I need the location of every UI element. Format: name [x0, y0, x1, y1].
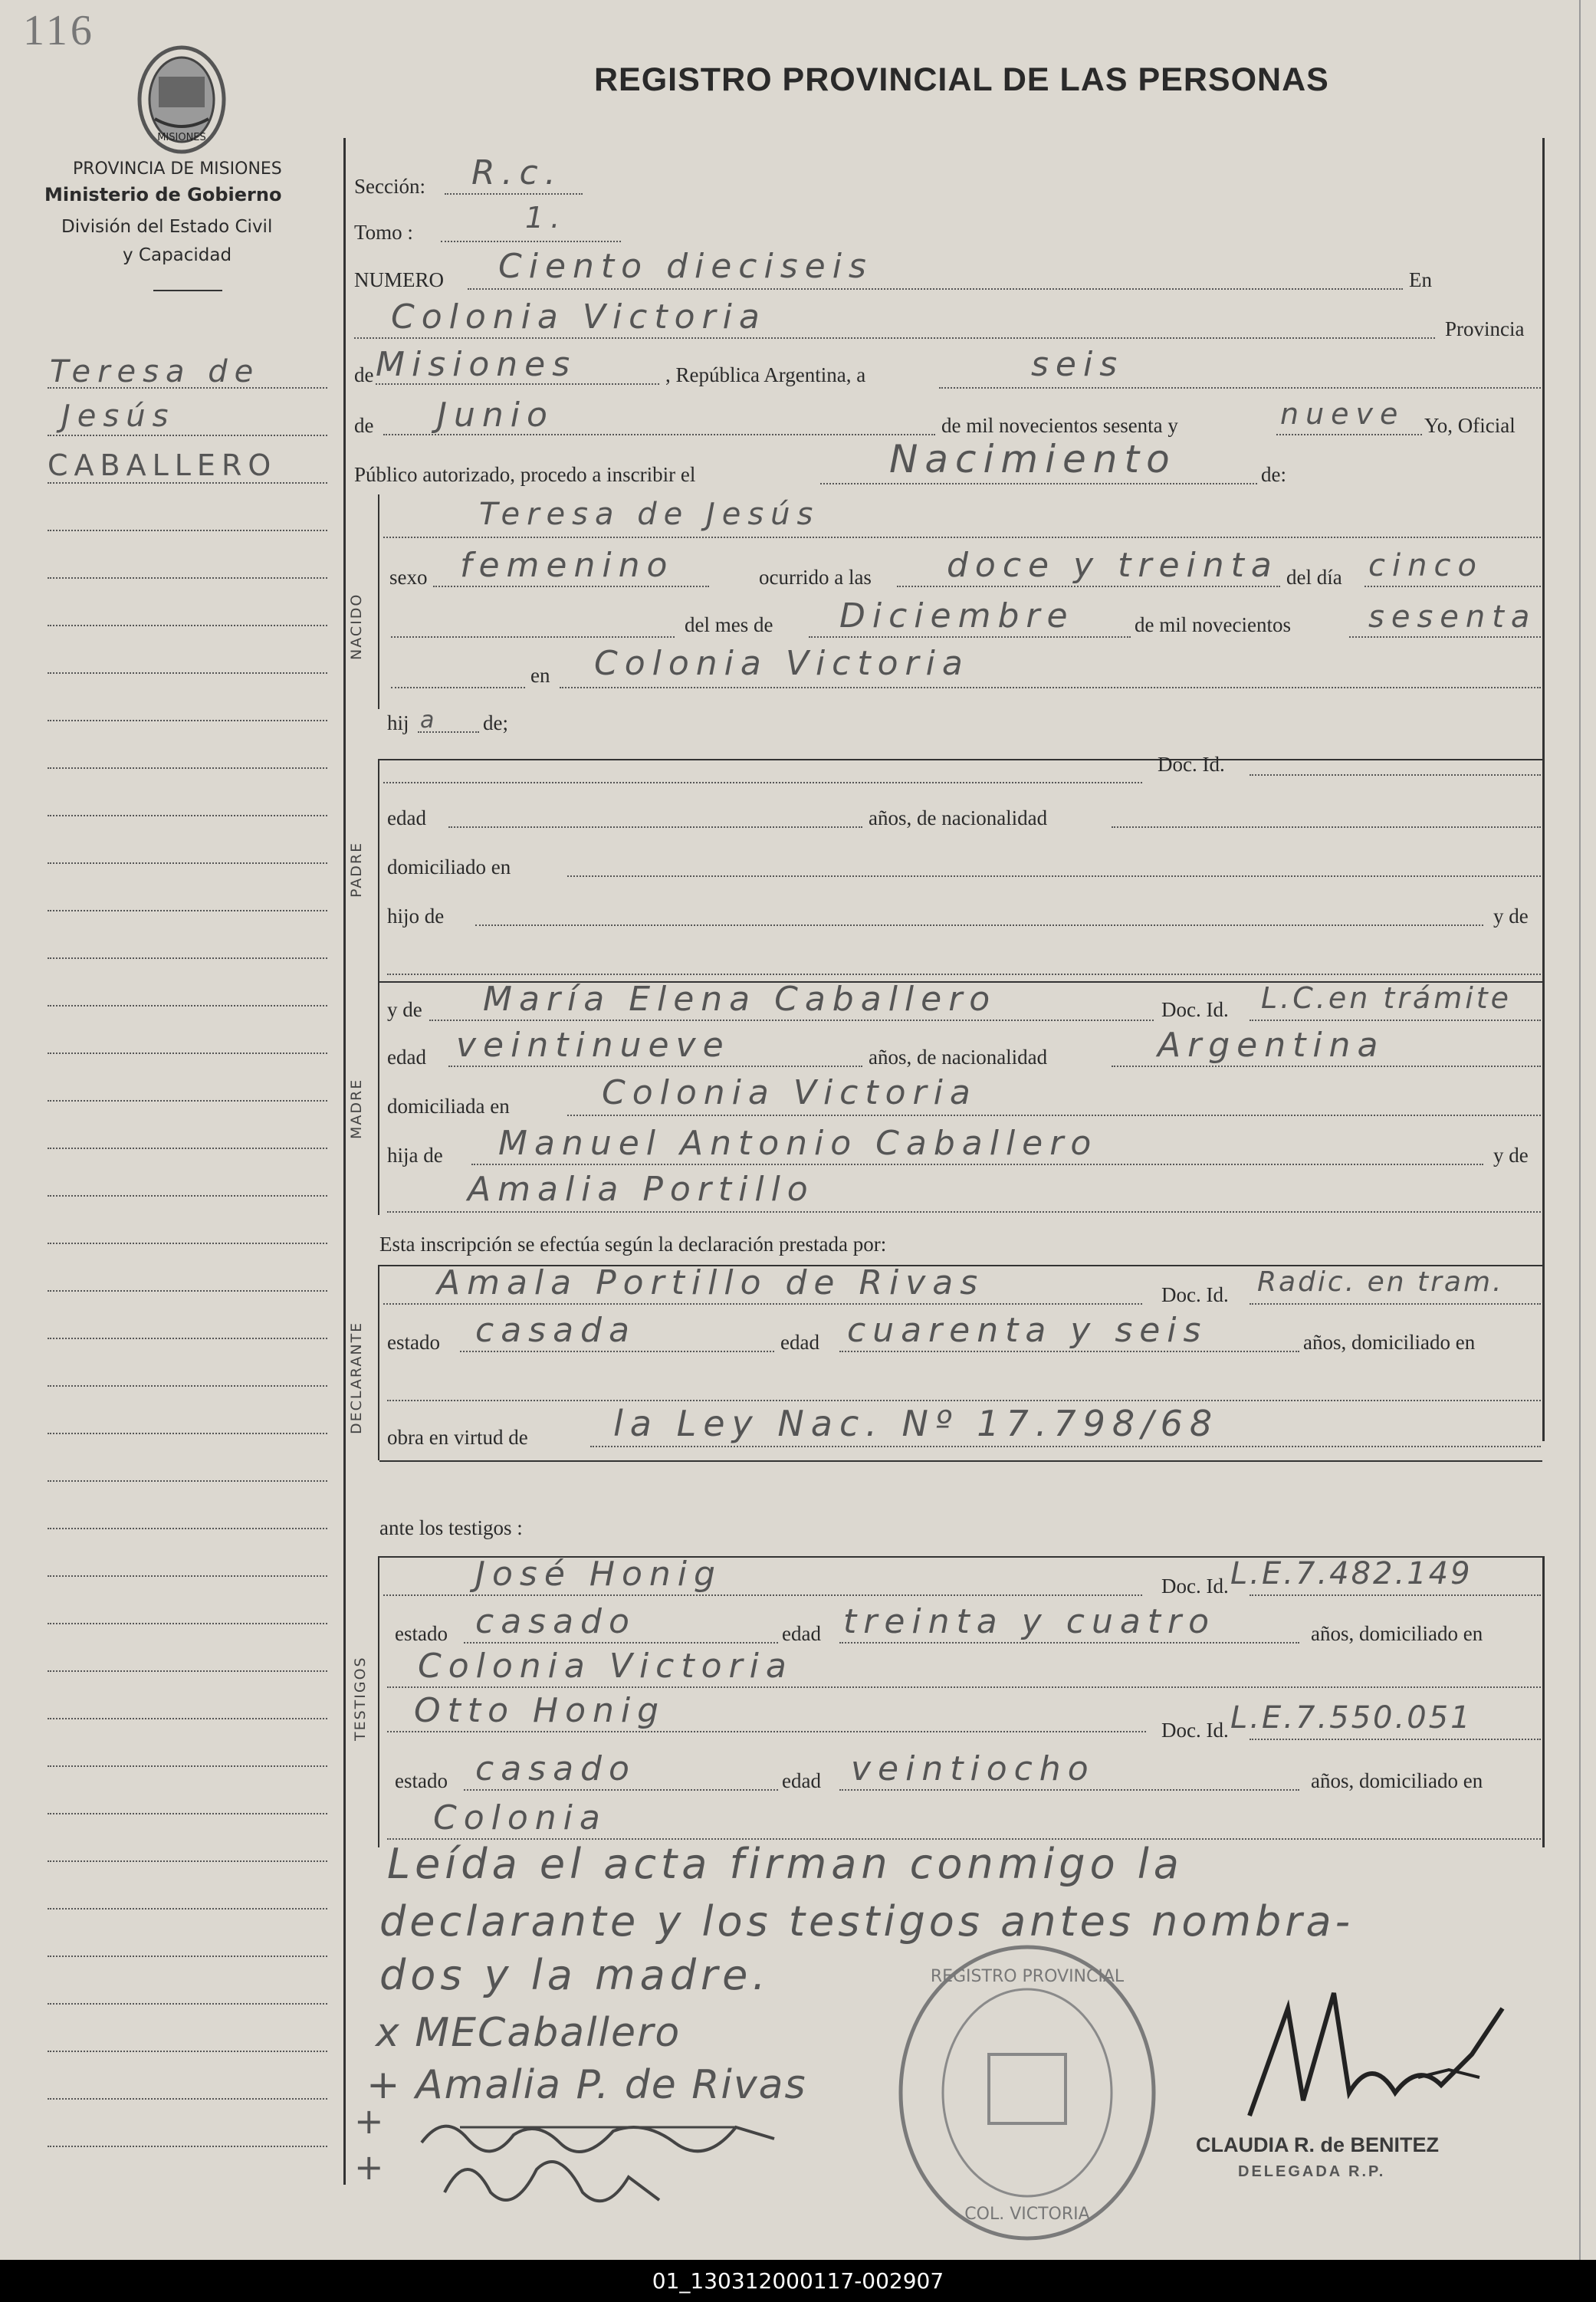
- esta-inscripcion-label: Esta inscripción se efectúa según la declaración prestada por:: [379, 1233, 887, 1256]
- margin-ruled-line: [48, 1243, 327, 1244]
- registry-stamp-icon: [889, 1939, 1165, 2246]
- margin-ruled-line: [48, 1718, 327, 1719]
- side-label-declarante: DECLARANTE: [348, 1321, 365, 1434]
- provincia-label: Provincia: [1445, 317, 1525, 340]
- seccion-value: R.c.: [471, 153, 563, 192]
- de-semicolon-label: de;: [483, 711, 508, 734]
- margin-ruled-line: [48, 2098, 327, 2100]
- sexo-label: sexo: [389, 566, 428, 589]
- dia-value: seis: [1031, 345, 1125, 384]
- decl-anos-label: años, domiciliado en: [1303, 1331, 1476, 1354]
- margin-ruled-line: [48, 1100, 327, 1102]
- margin-ruled-line: [48, 1623, 327, 1624]
- margin-ruled-line: [48, 1290, 327, 1292]
- t2-doc-value: L.E.7.550.051: [1230, 1700, 1473, 1736]
- madre-dom-value: Colonia Victoria: [602, 1073, 977, 1112]
- decl-doc-value: Radic. en tram.: [1257, 1266, 1504, 1298]
- de-label-1: de: [354, 363, 374, 386]
- de-mil-nov-label: de mil novecientos: [1135, 613, 1291, 636]
- stamp-text: REGISTRO PROVINCIAL: [930, 1967, 1125, 1986]
- margin-ruled-line: [48, 957, 327, 959]
- decl-edad-label: edad: [780, 1331, 819, 1354]
- anio-value: nueve: [1280, 397, 1405, 431]
- decl-nombre: Amala Portillo de Rivas: [437, 1263, 985, 1302]
- margin-ruled-line: [48, 1195, 327, 1197]
- t1-dom-value: Colonia Victoria: [418, 1647, 793, 1686]
- org-line3: División del Estado Civil: [61, 217, 273, 237]
- anio-nac-value: sesenta: [1368, 599, 1537, 635]
- madre-hija-label: hija de: [387, 1144, 443, 1167]
- official-signature-icon: [1219, 1962, 1541, 2131]
- margin-ruled-line: [48, 1528, 327, 1529]
- sexo-value: femenino: [460, 546, 675, 585]
- margin-ruled-line: [48, 767, 327, 769]
- t2-anos-label: años, domiciliado en: [1311, 1769, 1483, 1792]
- margin-name-line2: Jesús: [61, 399, 176, 434]
- decl-estado-label: estado: [387, 1331, 440, 1354]
- margin-ruled-line: [48, 435, 327, 436]
- del-mes-label: del mes de: [685, 613, 773, 636]
- closing-line-1: Leída el acta firman conmigo la: [387, 1840, 1184, 1888]
- t1-doc-label: Doc. Id.: [1161, 1575, 1229, 1598]
- madre-domicilio-label: domiciliada en: [387, 1095, 510, 1118]
- madre-doc-label: Doc. Id.: [1161, 998, 1229, 1021]
- t1-edad-value: treinta y cuatro: [843, 1602, 1217, 1641]
- madre-doc-value: L.C.en trámite: [1261, 981, 1512, 1015]
- margin-ruled-line: [48, 862, 327, 864]
- obra-label: obra en virtud de: [387, 1426, 528, 1449]
- side-label-testigos: TESTIGOS: [352, 1656, 369, 1741]
- margin-ruled-line: [48, 1148, 327, 1149]
- madre-y-de-label-2: y de: [1493, 1144, 1529, 1167]
- madre-nombre: María Elena Caballero: [483, 980, 997, 1019]
- t2-edad-label: edad: [782, 1769, 821, 1792]
- yo-oficial-label: Yo, Oficial: [1424, 414, 1516, 437]
- closing-line-2: declarante y los testigos antes nombra-: [379, 1897, 1355, 1946]
- ante-testigos-label: ante los testigos :: [379, 1516, 523, 1539]
- de-colon-label: de:: [1261, 463, 1286, 486]
- madre-padre-value: Manuel Antonio Caballero: [498, 1124, 1098, 1163]
- hija-suffix: a: [420, 707, 442, 734]
- margin-ruled-line: [48, 1670, 327, 1672]
- margin-ruled-line: [48, 1005, 327, 1007]
- signature-1: x MECaballero: [376, 2010, 681, 2056]
- madre-edad-label: edad: [387, 1046, 426, 1069]
- madre-y-de-label: y de: [387, 998, 422, 1021]
- tomo-label: Tomo :: [354, 221, 413, 244]
- footer-id: 01_130312000117-002907: [0, 2260, 1596, 2302]
- t1-nombre: José Honig: [475, 1555, 722, 1594]
- en-label-lower: en: [530, 664, 550, 687]
- padre-domicilio-label: domiciliado en: [387, 855, 511, 878]
- mes-value: Junio: [437, 396, 554, 435]
- margin-ruled-line: [48, 577, 327, 579]
- stamp-bottom-text: COL. VICTORIA: [964, 2205, 1090, 2224]
- margin-ruled-line: [48, 482, 327, 484]
- padre-doc-label: Doc. Id.: [1158, 753, 1225, 776]
- margin-ruled-line: [48, 530, 327, 531]
- margin-ruled-line: [48, 1860, 327, 1862]
- margin-ruled-line: [48, 1575, 327, 1577]
- margin-ruled-line: [48, 910, 327, 911]
- de-label-2: de: [354, 414, 374, 437]
- side-label-madre: MADRE: [348, 1078, 365, 1139]
- t2-doc-label: Doc. Id.: [1161, 1719, 1229, 1742]
- margin-ruled-line: [48, 625, 327, 626]
- margin-ruled-line: [48, 1433, 327, 1434]
- official-title: DELEGADA R.P.: [1238, 2163, 1386, 2180]
- margin-ruled-line: [48, 2003, 327, 2005]
- signature-3: +: [354, 2100, 391, 2142]
- margin-ruled-line: [48, 672, 327, 674]
- provincia-value: Misiones: [376, 345, 577, 384]
- seal-text: MISIONES: [157, 132, 206, 143]
- margin-name-line1: Teresa de: [50, 354, 261, 389]
- margin-name-line3: CABALLERO: [48, 448, 277, 482]
- publico-label: Público autorizado, procedo a inscribir el: [354, 463, 696, 486]
- madre-nac-value: Argentina: [1158, 1026, 1385, 1065]
- t2-edad-value: veintiocho: [851, 1749, 1095, 1788]
- margin-ruled-line: [48, 1480, 327, 1482]
- seccion-label: Sección:: [354, 175, 425, 198]
- madre-edad-value: veintinueve: [456, 1026, 731, 1065]
- signature-2: + Amalia P. de Rivas: [366, 2062, 807, 2108]
- signature-4-scribble-icon: [429, 2139, 675, 2223]
- numero-value: Ciento dieciseis: [498, 247, 873, 286]
- margin-ruled-line: [48, 1385, 327, 1387]
- t2-estado-value: casado: [475, 1749, 636, 1788]
- de-mil-label: de mil novecientos sesenta y: [941, 414, 1178, 437]
- official-name: CLAUDIA R. de BENITEZ: [1196, 2133, 1439, 2156]
- margin-ruled-line: [48, 2051, 327, 2052]
- padre-edad-label: edad: [387, 806, 426, 829]
- en-label: En: [1409, 268, 1432, 291]
- t2-dom-value: Colonia: [433, 1798, 607, 1837]
- t1-estado-label: estado: [395, 1622, 448, 1645]
- hora-value: doce y treinta: [947, 546, 1279, 585]
- ocurrido-label: ocurrido a las: [759, 566, 872, 589]
- t2-estado-label: estado: [395, 1769, 448, 1792]
- signature-4: +: [354, 2146, 391, 2188]
- margin-ruled-line: [48, 1765, 327, 1767]
- acto-value: Nacimiento: [889, 437, 1177, 481]
- padre-y-de-label: y de: [1493, 905, 1529, 928]
- lugar-nac-value: Colonia Victoria: [594, 644, 970, 683]
- madre-anos-label: años, de nacionalidad: [869, 1046, 1048, 1069]
- margin-ruled-line: [48, 1813, 327, 1814]
- padre-hijo-label: hijo de: [387, 905, 445, 928]
- madre-madre-value: Amalia Portillo: [468, 1170, 815, 1209]
- t1-doc-value: L.E.7.482.149: [1230, 1556, 1473, 1591]
- t1-anos-label: años, domiciliado en: [1311, 1622, 1483, 1645]
- t1-edad-label: edad: [782, 1622, 821, 1645]
- margin-ruled-line: [48, 1052, 327, 1054]
- nacido-nombre: Teresa de Jesús: [479, 497, 820, 532]
- side-label-padre: PADRE: [348, 841, 365, 898]
- decl-obra-value: la Ley Nac. Nº 17.798/68: [613, 1403, 1220, 1444]
- hija-label: hij: [387, 711, 409, 734]
- margin-ruled-line: [48, 1338, 327, 1339]
- t1-estado-value: casado: [475, 1602, 636, 1641]
- org-line4: y Capacidad: [123, 245, 232, 265]
- t2-nombre: Otto Honig: [414, 1691, 666, 1730]
- numero-label: NUMERO: [354, 268, 445, 291]
- margin-ruled-line: [48, 720, 327, 721]
- lugar-value: Colonia Victoria: [391, 297, 767, 337]
- decl-doc-label: Doc. Id.: [1161, 1283, 1229, 1306]
- margin-ruled-line: [48, 2146, 327, 2147]
- header-title: REGISTRO PROVINCIAL DE LAS PERSONAS: [594, 61, 1329, 98]
- org-line1: PROVINCIA DE MISIONES: [73, 159, 282, 179]
- side-label-nacido: NACIDO: [348, 593, 365, 660]
- mes-nac-value: Diciembre: [839, 596, 1075, 635]
- closing-line-3: dos y la madre.: [379, 1951, 770, 1999]
- page-number: 116: [23, 7, 95, 54]
- decl-estado-value: casada: [475, 1311, 636, 1350]
- margin-ruled-line: [48, 1908, 327, 1910]
- del-dia-label: del día: [1286, 566, 1342, 589]
- decl-edad-value: cuarenta y seis: [847, 1311, 1208, 1350]
- provincial-seal-icon: [132, 42, 232, 157]
- dia-nac-value: cinco: [1368, 548, 1483, 583]
- republica-label: , República Argentina, a: [665, 363, 866, 386]
- margin-ruled-line: [48, 1956, 327, 1957]
- org-line2: Ministerio de Gobierno: [44, 184, 282, 205]
- padre-anos-label: años, de nacionalidad: [869, 806, 1048, 829]
- tomo-value: 1.: [525, 201, 567, 235]
- margin-ruled-line: [48, 815, 327, 816]
